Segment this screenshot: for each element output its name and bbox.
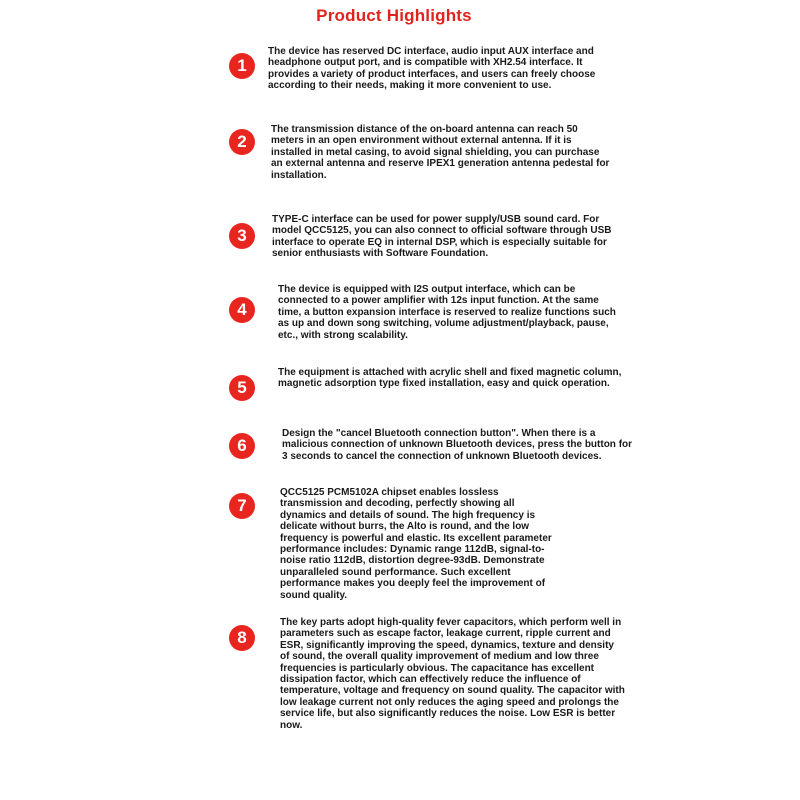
highlight-text-6: Design the "cancel Bluetooth connection button". When there is a malicious connection of unknown Bluetooth devices, press the button for 3 seconds to cancel the connection of unknown Bluetooth devices. — [282, 428, 633, 462]
highlight-text-3: TYPE-C interface can be used for power supply/USB sound card. For model QCC5125, you can also connect to official software through USB interface to operate EQ in internal DSP, which is especially suitable for senior enthusiasts with Software Foundation. — [272, 214, 612, 260]
highlight-text-5: The equipment is attached with acrylic shell and fixed magnetic column, magnetic adsorption type fixed installation, easy and quick operation. — [278, 367, 622, 390]
number-badge-3: 3 — [229, 223, 255, 249]
highlight-text-2: The transmission distance of the on-board antenna can reach 50 meters in an open environment without external antenna. If it is installed in metal casing, to avoid signal shielding, you can purchase an external antenna and reserve IPEX1 generation antenna pedestal for installation. — [271, 124, 610, 181]
highlight-text-1: The device has reserved DC interface, audio input AUX interface and headphone output port, and is compatible with XH2.54 interface. It provides a variety of product interfaces, and users can freely choose according to their needs, making it more convenient to use. — [268, 46, 596, 92]
number-badge-6: 6 — [229, 433, 255, 459]
number-badge-7: 7 — [229, 493, 255, 519]
number-badge-5: 5 — [229, 375, 255, 401]
number-badge-8: 8 — [229, 625, 255, 651]
number-badge-1: 1 — [229, 53, 255, 79]
highlight-text-4: The device is equipped with I2S output interface, which can be connected to a power amplifier with 12s input function. At the same time, a button expansion interface is reserved to realize functions such as up and down song switching, volume adjustment/playback, pause, etc., with strong scalability. — [278, 284, 616, 341]
number-badge-4: 4 — [229, 297, 255, 323]
number-badge-2: 2 — [229, 129, 255, 155]
page-title: Product Highlights — [316, 6, 472, 25]
highlight-text-7: QCC5125 PCM5102A chipset enables lossless transmission and decoding, perfectly showing all dynamics and details of sound. The high frequency is delicate without burrs, the Alto is round, and the low frequency is powerful and elastic. Its excellent parameter performance includes: Dynamic range 112dB, signal-to-noise ratio 112dB, distortion degree-93dB. Demonstrate unparalleled sound performance. Such excellent performance makes you deeply feel the improvement of sound quality. — [280, 487, 552, 601]
highlight-text-8: The key parts adopt high-quality fever capacitors, which perform well in parameters such as escape factor, leakage current, ripple current and ESR, significantly improving the speed, dynamics, texture and density of sound, the overall quality improvement of medium and low three frequencies is particularly obvious. The capacitance has excellent dissipation factor, which can effectively reduce the influence of temperature, voltage and frequency on sound quality. The capacitor with low leakage current not only reduces the aging speed and prolongs the service life, but also significantly reduces the noise. Low ESR is better now. — [280, 617, 625, 731]
